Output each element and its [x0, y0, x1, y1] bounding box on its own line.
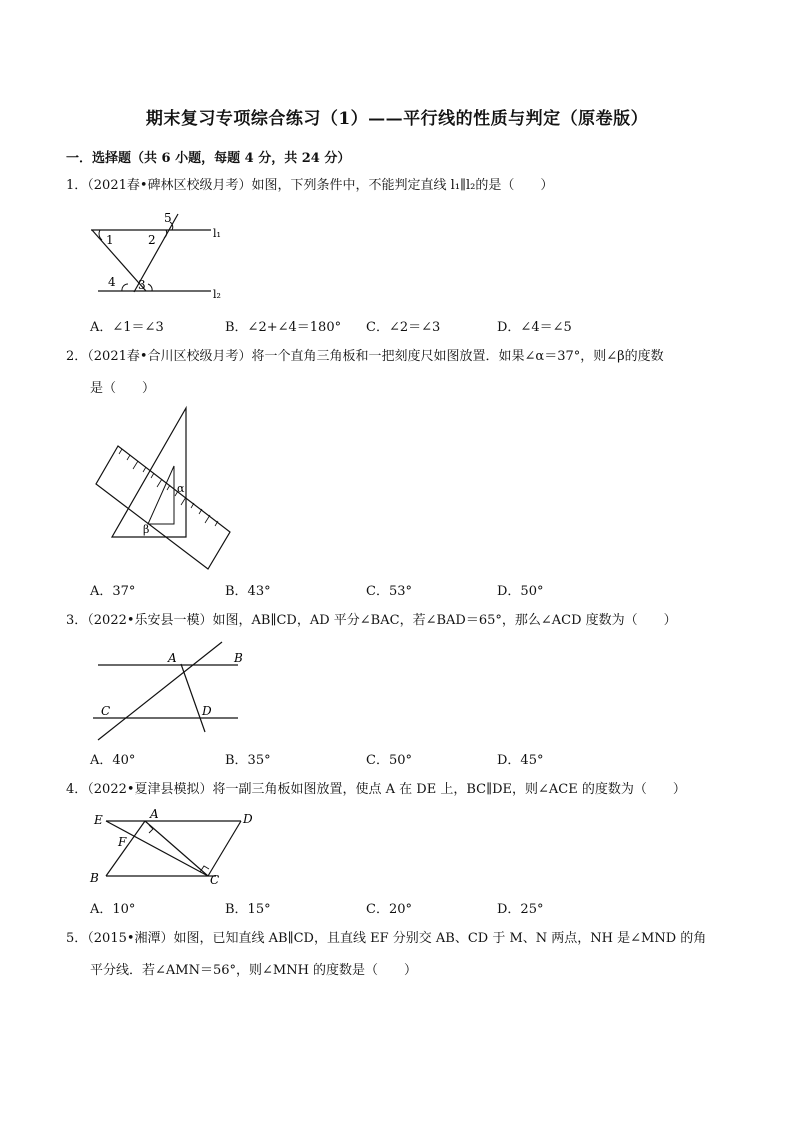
q2-option-d[interactable]: D．50°	[497, 584, 544, 599]
question-5-text: 5．（2015•湘潭）如图，已知直线 AB∥CD，且直线 EF 分别交 AB、CD 于 M、N 两点，NH 是∠MND 的角	[66, 931, 707, 946]
question-2-text-cont: 是（ ）	[90, 381, 156, 396]
q1-option-d[interactable]: D．∠4＝∠5	[497, 320, 572, 335]
line-l2-label: l₂	[213, 288, 221, 301]
point-d-label-q4: D	[243, 812, 253, 826]
q2-option-c[interactable]: C．53°	[366, 584, 412, 599]
section-heading: 一．选择题（共 6 小题，每题 4 分，共 24 分）	[66, 151, 351, 166]
point-a-label: A	[168, 651, 177, 665]
question-5-text-cont: 平分线．若∠AMN＝56°，则∠MNH 的度数是（ ）	[90, 963, 418, 978]
q4-option-a[interactable]: A．10°	[90, 902, 136, 917]
point-c-label-q4: C	[210, 873, 220, 887]
q3-option-a[interactable]: A．40°	[90, 753, 136, 768]
question-4-figure	[88, 808, 268, 890]
line-l1-label: l₁	[213, 227, 221, 240]
point-e-label: E	[94, 813, 103, 827]
page-title: 期末复习专项综合练习（1）——平行线的性质与判定（原卷版）	[145, 109, 649, 129]
question-1-text: 1．（2021春•碑林区校级月考）如图，下列条件中，不能判定直线 l₁∥l₂的是（ ）	[66, 178, 554, 193]
q2-option-a[interactable]: A．37°	[90, 584, 136, 599]
beta-label: β	[143, 523, 150, 536]
q3-option-d[interactable]: D．45°	[497, 753, 544, 768]
question-3-text: 3．（2022•乐安县一模）如图，AB∥CD，AD 平分∠BAC，若∠BAD＝65°，那么∠ACD 度数为（ ）	[66, 613, 677, 628]
question-4-text: 4．（2022•夏津县模拟）将一副三角板如图放置，使点 A 在 DE 上，BC∥DE，则∠ACE 的度数为（ ）	[66, 782, 686, 797]
point-a-label-q4: A	[150, 807, 159, 821]
q4-option-c[interactable]: C．20°	[366, 902, 412, 917]
question-2-text: 2．（2021春•合川区校级月考）将一个直角三角板和一把刻度尺如图放置．如果∠α＝37°，则∠β的度数	[66, 349, 664, 364]
angle-1-label: 1	[106, 233, 114, 247]
point-d-label: D	[202, 704, 212, 718]
angle-3-label: 3	[138, 278, 146, 292]
angle-5-label: 5	[164, 211, 172, 225]
point-f-label: F	[118, 835, 127, 849]
q2-option-b[interactable]: B．43°	[225, 584, 271, 599]
q3-option-c[interactable]: C．50°	[366, 753, 412, 768]
q4-option-b[interactable]: B．15°	[225, 902, 271, 917]
q1-option-b[interactable]: B．∠2+∠4＝180°	[225, 320, 342, 335]
q1-option-c[interactable]: C．∠2＝∠3	[366, 320, 441, 335]
q3-option-b[interactable]: B．35°	[225, 753, 271, 768]
q4-option-d[interactable]: D．25°	[497, 902, 544, 917]
alpha-label: α	[177, 482, 185, 495]
angle-4-label: 4	[108, 275, 116, 289]
question-1-figure	[86, 206, 236, 306]
question-3-figure	[88, 640, 258, 740]
point-c-label: C	[101, 704, 111, 718]
angle-2-label: 2	[148, 233, 156, 247]
question-2-figure	[88, 404, 238, 574]
point-b-label: B	[234, 651, 243, 665]
point-b-label-q4: B	[90, 871, 99, 885]
q1-option-a[interactable]: A．∠1＝∠3	[90, 320, 164, 335]
